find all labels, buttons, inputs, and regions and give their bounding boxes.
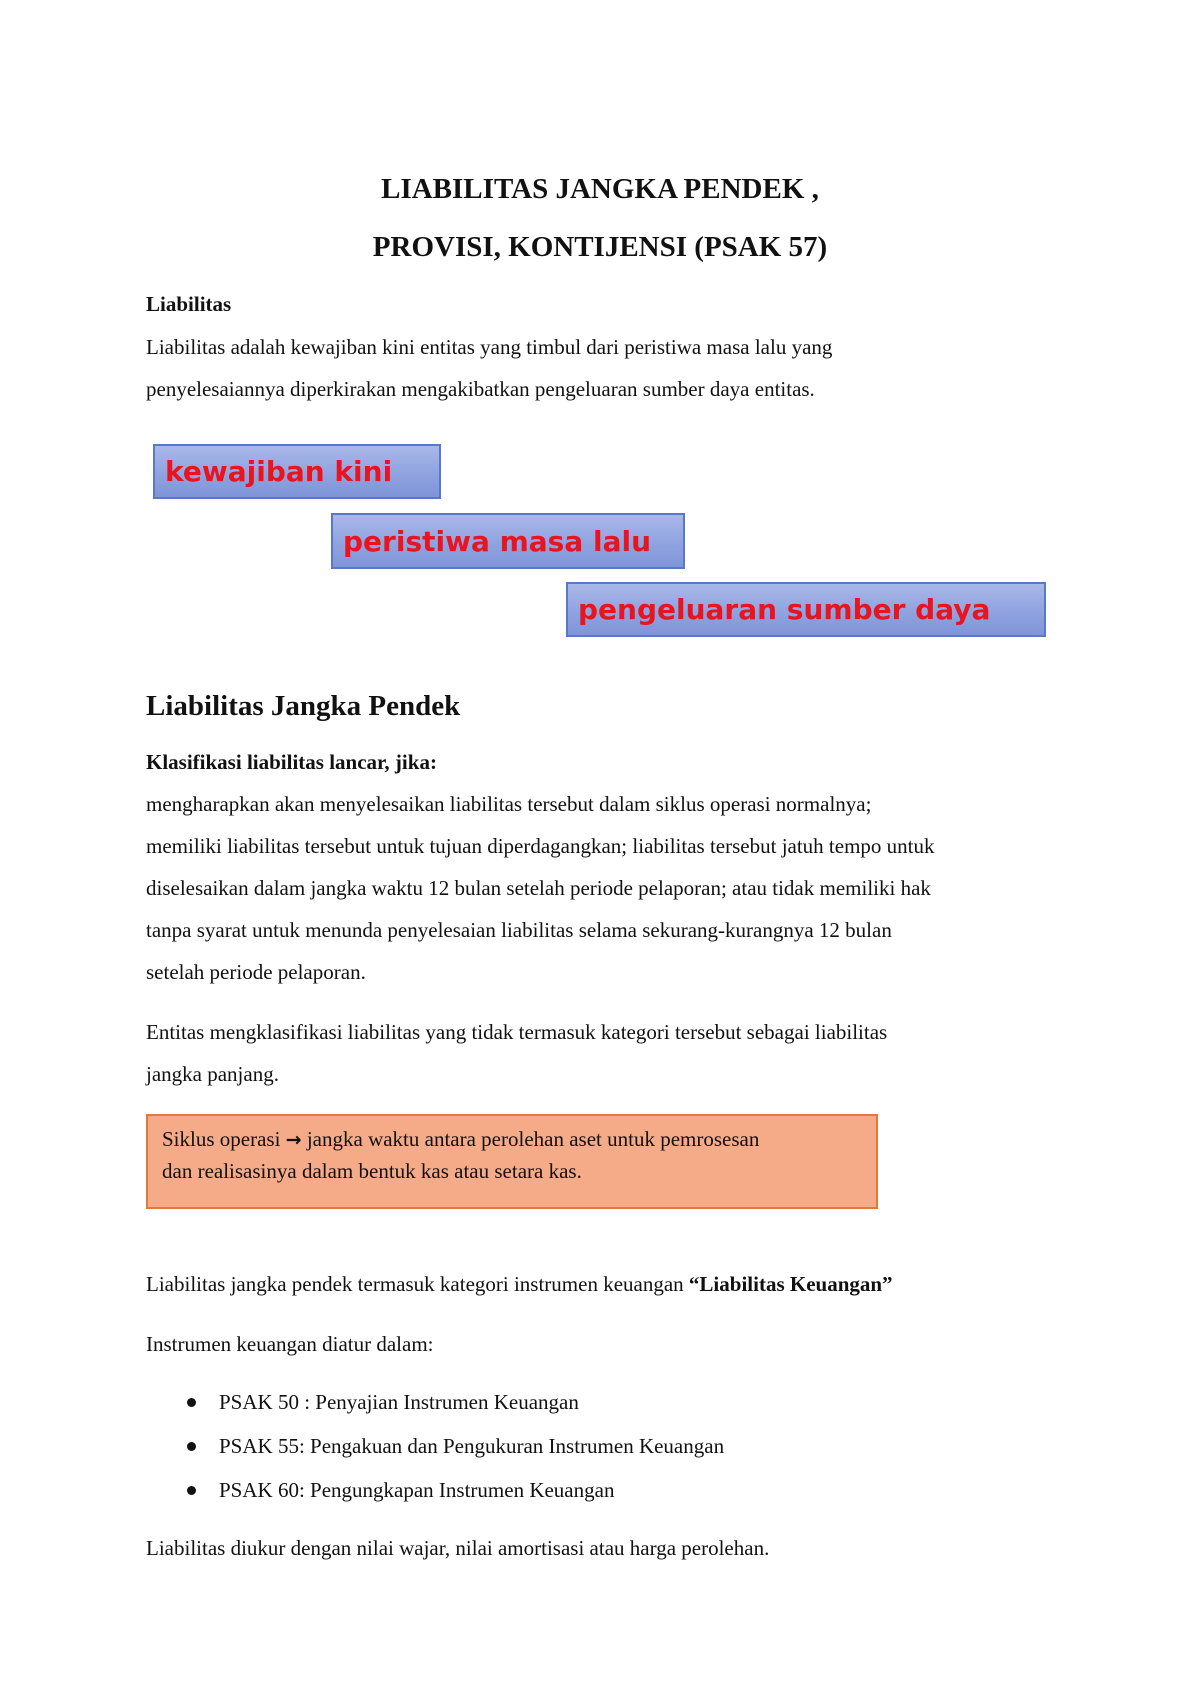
arrow-right-icon: → — [285, 1129, 302, 1151]
paragraph-line: diselesaikan dalam jangka waktu 12 bulan setelah periode pelaporan; atau tidak memiliki hak — [146, 876, 931, 900]
document-title-line1: LIABILITAS JANGKA PENDEK , — [381, 173, 819, 205]
bullet-item: PSAK 50 : Penyajian Instrumen Keuangan — [219, 1390, 579, 1414]
document-title-line2: PROVISI, KONTIJENSI (PSAK 57) — [372, 231, 828, 263]
category-text: Liabilitas jangka pendek termasuk kategori instrumen keuangan — [146, 1272, 689, 1296]
note-definition: jangka waktu antara perolehan aset untuk pemrosesan — [301, 1127, 760, 1151]
bullet-item: PSAK 60: Pengungkapan Instrumen Keuangan — [219, 1478, 615, 1502]
note-line — [162, 1124, 862, 1156]
paragraph-line: jangka panjang. — [146, 1062, 279, 1086]
paragraph-line: mengharapkan akan menyelesaikan liabilitas tersebut dalam siklus operasi normalnya; — [146, 792, 872, 816]
bullet-dot-icon — [187, 1398, 196, 1407]
note-line: dan realisasinya dalam bentuk kas atau setara kas. — [162, 1159, 582, 1183]
paragraph-line: memiliki liabilitas tersebut untuk tujuan diperdagangkan; liabilitas tersebut jatuh tempo untuk — [146, 834, 935, 858]
category-line — [146, 1271, 893, 1297]
subheading-klasifikasi: Klasifikasi liabilitas lancar, jika: — [146, 750, 437, 774]
instrument-intro: Instrumen keuangan diatur dalam: — [146, 1332, 434, 1356]
measurement-line: Liabilitas diukur dengan nilai wajar, nilai amortisasi atau harga perolehan. — [146, 1536, 770, 1560]
definition-line: Liabilitas adalah kewajiban kini entitas yang timbul dari peristiwa masa lalu yang — [146, 335, 833, 359]
paragraph-line: setelah periode pelaporan. — [146, 960, 366, 984]
paragraph-line: tanpa syarat untuk menunda penyelesaian liabilitas selama sekurang-kurangnya 12 bulan — [146, 918, 892, 942]
note-term: Siklus operasi — [162, 1127, 286, 1151]
concept-box-peristiwa-masa-lalu: peristiwa masa lalu — [331, 513, 685, 569]
concept-box-kewajiban-kini: kewajiban kini — [153, 444, 441, 499]
bullet-dot-icon — [187, 1486, 196, 1495]
note-box-siklus-operasi — [146, 1114, 878, 1209]
section-label-liabilitas: Liabilitas — [146, 292, 232, 316]
paragraph-line: Entitas mengklasifikasi liabilitas yang tidak termasuk kategori tersebut sebagai liabilitas — [146, 1020, 888, 1044]
definition-line: penyelesaiannya diperkirakan mengakibatkan pengeluaran sumber daya entitas. — [146, 377, 815, 401]
concept-box-pengeluaran-sumber-daya: pengeluaran sumber daya — [566, 582, 1046, 637]
category-bold-term: “Liabilitas Keuangan” — [688, 1272, 893, 1296]
bullet-dot-icon — [187, 1442, 196, 1451]
section-heading-liabilitas-jangka-pendek: Liabilitas Jangka Pendek — [146, 690, 461, 722]
bullet-item: PSAK 55: Pengakuan dan Pengukuran Instrumen Keuangan — [219, 1434, 725, 1458]
